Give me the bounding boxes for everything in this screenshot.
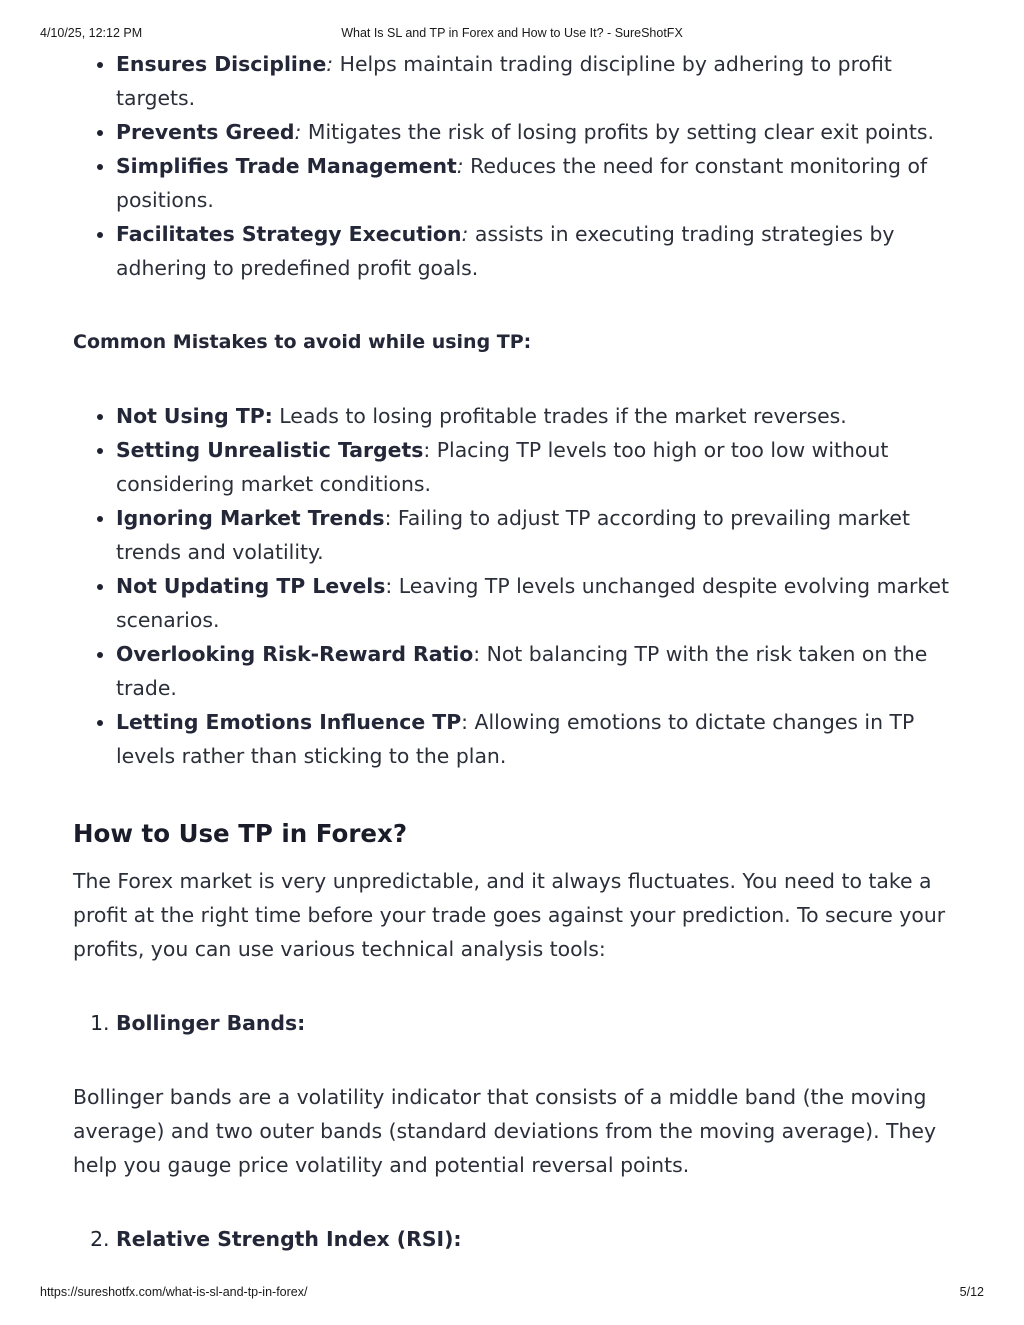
mistake-term: Not Using TP: bbox=[116, 404, 273, 428]
list-item: • Facilitates Strategy Execution: assists in executing trading strategies by adhering to predefined profit goals. bbox=[116, 217, 953, 285]
benefit-term: Facilitates Strategy Execution bbox=[116, 222, 462, 246]
print-title: What Is SL and TP in Forex and How to Use It? - SureShotFX bbox=[341, 26, 683, 40]
tp-mistakes-list bbox=[73, 399, 953, 773]
list-item bbox=[116, 1222, 953, 1256]
benefit-term: Prevents Greed bbox=[116, 120, 295, 144]
mistake-term: Not Updating TP Levels bbox=[116, 574, 386, 598]
benefit-term: Ensures Discipline bbox=[116, 52, 327, 76]
tool-list-2 bbox=[73, 1222, 953, 1256]
tp-benefits-list bbox=[73, 47, 953, 285]
list-item: • Overlooking Risk-Reward Ratio: Not balancing TP with the risk taken on the trade. bbox=[116, 637, 953, 705]
page-number: 5/12 bbox=[959, 1285, 984, 1299]
list-item: • Ensures Discipline: Helps maintain trading discipline by adhering to profit targets. bbox=[116, 47, 953, 115]
section-heading: How to Use TP in Forex? bbox=[73, 819, 408, 848]
tool-description: Bollinger bands are a volatility indicator that consists of a middle band (the moving average) and two outer bands (standard deviations from the moving average). They help you gauge price volatility and potential reversal points. bbox=[73, 1085, 937, 1177]
print-header bbox=[0, 26, 1024, 42]
list-item: • Prevents Greed: Mitigates the risk of losing profits by setting clear exit points. bbox=[116, 115, 953, 149]
tool-list-1 bbox=[73, 1006, 953, 1040]
list-item: • Ignoring Market Trends: Failing to adjust TP according to prevailing market trends and volatility. bbox=[116, 501, 953, 569]
mistake-term: Letting Emotions Influence TP bbox=[116, 710, 462, 734]
tool-title: Relative Strength Index (RSI): bbox=[116, 1227, 462, 1251]
print-date: 4/10/25, 12:12 PM bbox=[40, 26, 143, 40]
benefit-term: Simplifies Trade Management bbox=[116, 154, 457, 178]
list-item: • Not Updating TP Levels: Leaving TP levels unchanged despite evolving market scenarios. bbox=[116, 569, 953, 637]
mistakes-heading: Common Mistakes to avoid while using TP: bbox=[73, 331, 532, 353]
mistake-term: Overlooking Risk-Reward Ratio bbox=[116, 642, 474, 666]
list-item: • Letting Emotions Influence TP: Allowing emotions to dictate changes in TP levels rather than sticking to the plan. bbox=[116, 705, 953, 773]
mistake-term: Ignoring Market Trends bbox=[116, 506, 385, 530]
print-url: https://sureshotfx.com/what-is-sl-and-tp-in-forex/ bbox=[40, 1285, 308, 1299]
mistake-term: Setting Unrealistic Targets bbox=[116, 438, 424, 462]
list-item: • Simplifies Trade Management: Reduces the need for constant monitoring of positions. bbox=[116, 149, 953, 217]
tool-title: Bollinger Bands: bbox=[116, 1011, 306, 1035]
print-footer bbox=[0, 1285, 1024, 1301]
list-item bbox=[116, 1006, 953, 1040]
section-intro: The Forex market is very unpredictable, and it always fluctuates. You need to take a profit at the right time before your trade goes against your prediction. To secure your profits, you can use various technical analysis tools: bbox=[73, 869, 946, 961]
list-item: • Setting Unrealistic Targets: Placing TP levels too high or too low without considering market conditions. bbox=[116, 433, 953, 501]
list-item: • Not Using TP: Leads to losing profitable trades if the market reverses. bbox=[116, 399, 953, 433]
article-content bbox=[73, 47, 953, 1256]
